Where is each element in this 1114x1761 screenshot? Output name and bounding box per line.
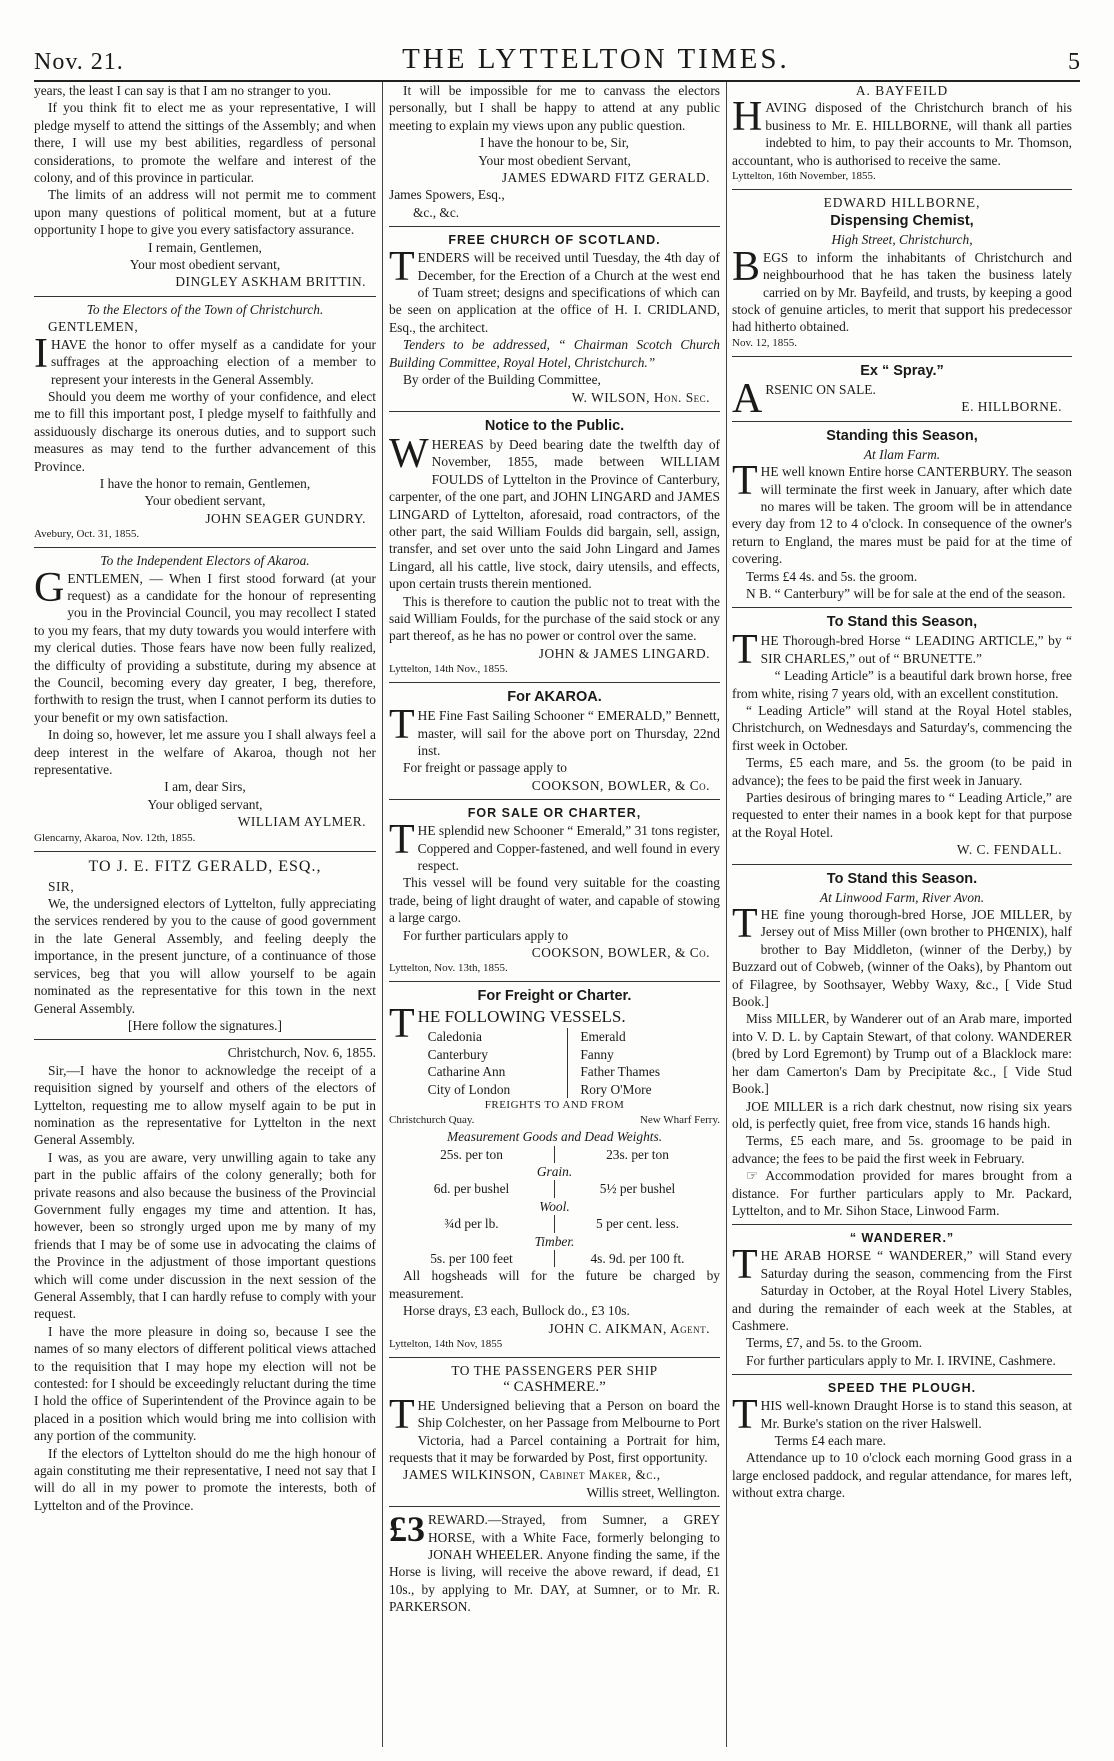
divider: [34, 296, 376, 297]
free-church-ad: FREE CHURCH OF SCOTLAND. TENDERS will be received until Tuesday, the 4th day of December, for the Erection of a Church at the west end of Tuam street; designs and specifications of which can be seen on application at the office of H. I. CRIDLAND, Esq., the architect. Tenders to be addressed, “ Chairman Scotch Church Building Committee, Royal Hotel, Christchurch.” By order of the Building Committee, W. WILSON, Hon. Sec.: [389, 233, 720, 405]
vessel-name: Caledonia: [427, 1029, 482, 1045]
ad-heading: FOR SALE OR CHARTER,: [467, 806, 642, 821]
hillborne-ad: EDWARD HILLBORNE, Dispensing Chemist, High Street, Christchurch, BEGS to inform the inhabitants of Christchurch and neighbourhood that he has taken the business lately carried on by Mr. Bayfeild, and trusts, by keeping a good stock of genuine articles, to merit that support his predecessor had hitherto obtained. Nov. 12, 1855.: [732, 195, 1072, 349]
masthead: [34, 32, 1080, 76]
vessel-name: Emerald: [580, 1029, 626, 1045]
ad-heading: To the Independent Electors of Akaroa.: [100, 553, 310, 569]
fitzgerald-reply-continued: It will be impossible for me to canvass the electors personally, but I shall be happy to attend at any public meeting to explain my views upon any public question. I have the honour to be, Sir, Your most obedient Servant, JAMES EDWARD FITZ GERALD. James Spowers, Esq., &c., &c.: [389, 83, 720, 220]
dateline: Christchurch, Nov. 6, 1855.: [227, 1045, 376, 1061]
vessel-list: [418, 1028, 720, 1098]
ad-heading: To Stand this Season,: [826, 614, 978, 631]
rate-row: ¾d per lb. 5 per cent. less.: [389, 1215, 720, 1232]
signature: JOHN C. AIKMAN, Agent.: [548, 1320, 710, 1336]
divider: [34, 1039, 376, 1040]
page-number: 5: [1068, 49, 1080, 75]
dateline: Lyttelton, 16th November, 1855.: [732, 170, 876, 183]
ad-heading: For Freight or Charter.: [477, 988, 632, 1005]
vessel-name: Rory O'More: [580, 1081, 652, 1097]
drop-cap: G: [34, 564, 65, 611]
divider: [389, 1506, 720, 1507]
drop-cap: I: [34, 330, 48, 377]
drop-cap: T: [389, 817, 415, 864]
divider: [732, 356, 1072, 357]
drop-cap: T: [389, 244, 415, 291]
signature: COOKSON, BOWLER, & Co.: [531, 777, 710, 793]
ad-heading: TO J. E. FITZ GERALD, ESQ.,: [88, 857, 322, 875]
ad-heading: Notice to the Public.: [484, 417, 625, 434]
signature: COOKSON, BOWLER, & Co.: [531, 945, 710, 961]
joe-miller-ad: To Stand this Season. At Linwood Farm, River Avon. THE fine young thorough-bred Horse, JOE MILLER, by Jersey out of Miss Miller (own brother to PHŒNIX), half brother to Bay Middleton, (winner of the Derby,) by Buzzard out of Cobweb, (winner of the Oaks), by Phantom out of Filagree, by Soothsayer, Webby Waxy, &c., [ Vide Stud Book.] Miss MILLER, by Wanderer out of an Arab mare, imported into V. D. L. by Captain Stewart, of that colony. WANDERER (bred by Lord Egremont) by Trump out of a Blacklock mare: her dam Camerton's Dam by Precipitate &c., [ Vide Stud Book.] JOE MILLER is a rich dark chestnut, now rising six years old, is perfectly quiet, free from vice, stands 16 hands high. Terms, £5 each mare, and 5s. groomage to be paid in advance; the fees to be paid the first week in February. ☞ Accommodation provided for mares brought from a distance. For further particulars apply to Mr. Packard, Lyttelton, and to Mr. Sihon Stace, Linwood Farm.: [732, 870, 1072, 1218]
divider: [732, 421, 1072, 422]
divider: [389, 1357, 720, 1358]
newspaper-title: THE LYTTELTON TIMES.: [402, 43, 790, 75]
ad-heading: Ex “ Spray.”: [860, 362, 944, 379]
divider: [732, 607, 1072, 608]
drop-cap: T: [732, 901, 758, 948]
ad-heading: Standing this Season,: [826, 427, 978, 444]
dateline: Avebury, Oct. 31, 1855.: [34, 528, 140, 541]
column-1: [34, 82, 376, 1751]
drop-cap: T: [389, 1001, 415, 1048]
dateline: Lyttelton, 14th Nov., 1855.: [389, 663, 508, 676]
dateline: Nov. 12, 1855.: [732, 336, 797, 349]
signature: E. HILLBORNE.: [961, 399, 1062, 415]
dateline: Lyttelton, 14th Nov, 1855: [389, 1337, 503, 1350]
ad-heading: SPEED THE PLOUGH.: [827, 1381, 977, 1396]
cashmere-ad: TO THE PASSENGERS PER SHIP “ CASHMERE.” THE Undersigned believing that a Person on board the Ship Colchester, on her Passage from Melbourne to Port Victoria, had a Parcel containing a Portrait for him, requests that it may be forwarded by Post, first opportunity. JAMES WILKINSON, Cabinet Maker, &c., Willis street, Wellington.: [389, 1362, 720, 1500]
drop-cap: T: [389, 702, 415, 749]
drop-cap: T: [732, 627, 758, 674]
vessel-name: Canterbury: [427, 1046, 488, 1062]
fitzgerald-reply: Christchurch, Nov. 6, 1855. Sir,—I have the honor to acknowledge the receipt of a requisition signed by yourself and others of the electors of Lyttelton, requesting me to allow myself again to be put in nomination as the representative for Lyttelton in the next General Assembly. I was, as you are aware, very unwilling again to take any part in the public affairs of the colony generally; both for private reasons and also because the business of the Provincial Government fully engages my time and attention. It has, however, been so strongly urged upon me by many of my friends that I may be of some use in advocating the claims of the Province in the adjustment of those important questions which will come under discussion in the next session of the General Assembly, that I can hardly refuse to comply with your request. I have the more pleasure in doing so, because I see the names of so many electors of different political views attached to the requisition that I may hope my election will not be contested: for I should be exceedingly reluctant during the time I hold the office of Superintendent of the Province again to be placed in a position which would bring me into collision with any portion of the community. If the electors of Lyttelton should do me the high honour of again constituting me their representative, I need not say that I will do all in my power to promote the interests, both of Lyttelton and of the Province.: [34, 1045, 376, 1513]
divider: [389, 799, 720, 800]
leading-article-ad: To Stand this Season, THE Thorough-bred Horse “ LEADING ARTICLE,” by “ SIR CHARLES,” out of “ BRUNETTE.” “ Leading Article” is a beautiful dark brown horse, free from white, rising 7 years old, with an excellent constitution. “ Leading Article” will stand at the Royal Hotel stables, Christchurch, on Wednesdays and Saturday's, commencing the first week in October. Terms, £5 each mare, and 5s. the groom (to be paid in advance); the fees to be paid the first week in January. Parties desirous of bringing mares to “ Leading Article,” are requested to enter their names in a book kept for that purpose at the Royal Hotel. W. C. FENDALL.: [732, 614, 1072, 858]
divider: [732, 1224, 1072, 1225]
signature: W. C. FENDALL.: [956, 842, 1062, 858]
vessel-name: Fanny: [580, 1046, 614, 1062]
ad-heading: “ WANDERER.”: [849, 1231, 955, 1246]
reward-ad: £3 REWARD.—Strayed, from Sumner, a GREY HORSE, with a White Face, formerly belonging to JONAH WHEELER. Anyone finding the same, if the Horse is living, will receive the above reward, if dead, £1 10s., by applying to Mr. DAY, at Sumner, or to Mr. R. PARKERSON.: [389, 1509, 720, 1615]
dateline: Glencarny, Akaroa, Nov. 12th, 1855.: [34, 831, 196, 844]
canterbury-ad: Standing this Season, At Ilam Farm. THE well known Entire horse CANTERBURY. The season will terminate the first week in January, after which date no mares will be taken. The groom will be in attendance every day from 12 to 4 o'clock. In consequence of the owner's return to England, the mares must be paid for at the time of covering. Terms £4 4s. and 5s. the groom. N B. “ Canterbury” will be for sale at the end of the season.: [732, 427, 1072, 601]
vessel-name: Catharine Ann: [427, 1064, 506, 1080]
freight-ad: For Freight or Charter. THE FOLLOWING VESSELS. Caledonia Canterbury Catharine Ann City of London Emerald Fanny Father Thames Rory O'More FREIGHTS TO AND FROM Christchurch Quay. New Wharf Ferry. Measurement Goods and Dead Weights. 25s. per ton 23s. per ton Grain. 6d. per bushel 5½ per bushel Wool. ¾d per lb. 5 per cent. less. Timber. 5s. per 100 feet 4s. 9d. per 100 ft. All hogsheads will for the future be charged by measurement. Horse drays, £3 each, Bullock do., £3 10s. JOHN C. AIKMAN, Agent. Lyttelton, 14th Nov, 1855: [389, 988, 720, 1350]
ad-heading: To Stand this Season.: [826, 870, 978, 887]
signature: JOHN & JAMES LINGARD.: [538, 645, 710, 661]
divider: [389, 682, 720, 683]
column-divider-2: [726, 82, 727, 1747]
divider: [34, 851, 376, 852]
sale-charter-ad: FOR SALE OR CHARTER, THE splendid new Schooner “ Emerald,” 31 tons register, Coppered and Copper-fastened, and well found in every respect. This vessel will be found very suitable for the coasting trade, being of light draught of water, and capable of stowing a large cargo. For further particulars apply to COOKSON, BOWLER, & Co. Lyttelton, Nov. 13th, 1855.: [389, 806, 720, 975]
divider: [732, 864, 1072, 865]
drop-cap: £3: [389, 1509, 425, 1550]
ad-heading: FREE CHURCH OF SCOTLAND.: [448, 233, 661, 248]
signature: JOHN SEAGER GUNDRY.: [205, 510, 366, 526]
speed-plough-ad: SPEED THE PLOUGH. THIS well-known Draught Horse is to stand this season, at Mr. Burke's station on the river Halswell. Terms £4 each mare. Attendance up to 10 o'clock each morning Good grass in a large enclosed paddock, and regular attendance, for mares left, without extra charge.: [732, 1381, 1072, 1501]
bayfeild-ad: A. BAYFEILD HAVING disposed of the Christchurch branch of his business to Mr. E. HILLBORNE, will thank all parties indebted to him, to pay their accounts to Mr. Thomson, accountant, who is authorised to receive the same. Lyttelton, 16th November, 1855.: [732, 83, 1072, 183]
ad-heading: A. BAYFEILD: [855, 83, 949, 98]
column-2: [389, 82, 720, 1751]
drop-cap: T: [732, 1242, 758, 1289]
rate-row: 5s. per 100 feet 4s. 9d. per 100 ft.: [389, 1250, 720, 1267]
divider: [34, 547, 376, 548]
rate-row: 6d. per bushel 5½ per bushel: [389, 1180, 720, 1197]
drop-cap: B: [732, 243, 761, 290]
signature: WILLIAM AYLMER.: [237, 814, 366, 830]
drop-cap: A: [732, 375, 763, 422]
arsenic-ad: Ex “ Spray.” ARSENIC ON SALE. E. HILLBORNE.: [732, 361, 1072, 416]
divider: [389, 226, 720, 227]
column-3: [732, 82, 1072, 1751]
column-divider-1: [382, 82, 383, 1747]
ad-heading: To the Electors of the Town of Christchurch.: [86, 301, 324, 317]
divider: [389, 981, 720, 982]
public-notice-ad: Notice to the Public. WHEREAS by Deed bearing date the twelfth day of November, 1855, made between WILLIAM FOULDS of Lyttelton in the Province of Canterbury, carpenter, of the one part, and JOHN LINGARD and JAMES LINGARD of Lyttelton, aforesaid, road contractors, of the other part, the said William Foulds did bargain, sell, assign, transfer, and set over unto the said John Lingard and James Lingard, all his cattle, live stock, dairy utensils, and effects, upon certain trusts therein mentioned. This is therefore to caution the public not to treat with the said William Foulds, for the purchase of the said stock or any part thereof, as he has no power or control over the same. JOHN & JAMES LINGARD. Lyttelton, 14th Nov., 1855.: [389, 417, 720, 676]
divider: [732, 1374, 1072, 1375]
vessel-name: Father Thames: [580, 1064, 661, 1080]
fitzgerald-requisition: TO J. E. FITZ GERALD, ESQ., SIR, We, the undersigned electors of Lyttelton, fully appreciating the services rendered by you to the cause of good government in the late General Assembly, and feeling deeply the importance, in the present juncture, of a continuance of those services, beg that you will allow yourself to be again nominated as the representative for this town in the next General Assembly. [Here follow the signatures.]: [34, 857, 376, 1033]
akaroa-ad: For AKAROA. THE Fine Fast Sailing Schooner “ EMERALD,” Bennett, master, will sail for the above port on Thursday, 22nd inst. For freight or passage apply to COOKSON, BOWLER, & Co.: [389, 689, 720, 793]
drop-cap: H: [732, 94, 763, 141]
ad-heading: EDWARD HILLBORNE,: [823, 195, 981, 211]
divider: [732, 189, 1072, 190]
gundry-address: To the Electors of the Town of Christchurch. GENTLEMEN, IHAVE the honor to offer myself as a candidate for your suffrages at the approaching election of a member to represent your interests in the General Assembly. Should you deem me worthy of your confidence, and elect me to fill this important post, I pledge myself to faithfully and assiduously discharge its onerous duties, and to support such measures as may tend to the further advancement of this Province. I have the honor to remain, Gentlemen, Your obedient servant, JOHN SEAGER GUNDRY. Avebury, Oct. 31, 1855.: [34, 301, 376, 541]
issue-date: Nov. 21.: [34, 49, 124, 75]
drop-cap: T: [389, 1391, 415, 1438]
ad-heading: For AKAROA.: [507, 689, 602, 706]
ad-heading: TO THE PASSENGERS PER SHIP: [451, 1362, 658, 1378]
drop-cap: T: [732, 458, 758, 505]
aylmer-address: To the Independent Electors of Akaroa. GENTLEMEN, — When I first stood forward (at your request) as a candidate for the honour of representing you in the Provincial Council, you may recollect I stated to you my fears, that my duty towards you would interfere with my clerical duties. Those fears have now been fully realized, the difficulty of providing a substitute, during my absence at the Council, becoming every day greater, I beg, therefore, forthwith to resign the trust, when I cannot perform its duties to your benefit or my own satisfaction. In doing so, however, let me assure you I shall always feel a deep interest in the welfare of Akaroa, though not her representative. I am, dear Sirs, Your obliged servant, WILLIAM AYLMER. Glencarny, Akaroa, Nov. 12th, 1855.: [34, 553, 376, 844]
signature: DINGLEY ASKHAM BRITTIN.: [175, 274, 366, 290]
rate-row: 25s. per ton 23s. per ton: [389, 1146, 720, 1163]
dateline: Lyttelton, Nov. 13th, 1855.: [389, 962, 508, 975]
divider: [389, 411, 720, 412]
drop-cap: W: [389, 430, 429, 477]
britten-address: years, the least I can say is that I am no stranger to you. If you think fit to elect me as your representative, I will pledge myself to attend the sittings of the Assembly; and when there, I will use my best abilities, regardless of personal considerations, to promote the welfare and interest of the colony, and of this province in particular. The limits of an address will not permit me to comment upon many questions of political moment, but at a future opportunity I hope to give you every satisfactory assurance. I remain, Gentlemen, Your most obedient servant, DINGLEY ASKHAM BRITTIN.: [34, 83, 376, 290]
vessel-name: City of London: [427, 1081, 511, 1097]
signature: JAMES EDWARD FITZ GERALD.: [501, 170, 710, 186]
drop-cap: T: [732, 1392, 758, 1439]
signature: W. WILSON, Hon. Sec.: [571, 389, 710, 405]
wanderer-ad: “ WANDERER.” THE ARAB HORSE “ WANDERER,” will Stand every Saturday during the season, commencing from the First Saturday in October, at the Royal Hotel Livery Stables, and during the remainder of each week at the Stables, at Cashmere. Terms, £7, and 5s. to the Groom. For further particulars apply to Mr. I. IRVINE, Cashmere.: [732, 1231, 1072, 1368]
